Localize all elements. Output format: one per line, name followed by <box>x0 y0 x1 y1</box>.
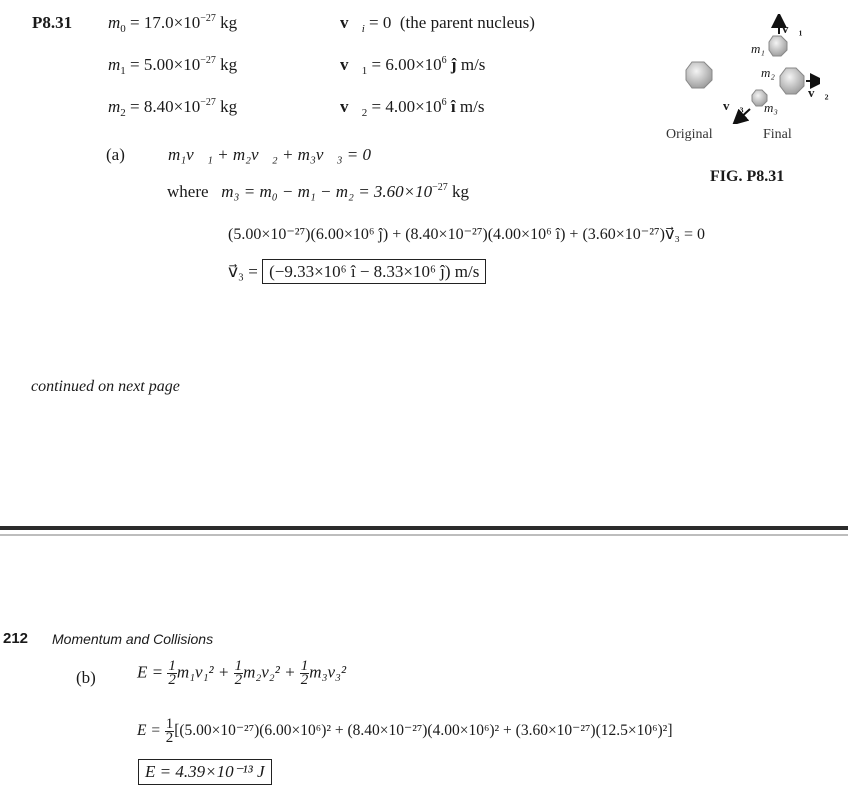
label-m3: m₃ <box>764 100 778 115</box>
label-v2: v⃗₂ <box>808 85 829 100</box>
given-m2: $m_2 = 8.40\times 10^{-27}$ kg <box>108 97 238 119</box>
v3-result-line <box>228 262 486 282</box>
chapter-title: Momentum and Collisions <box>52 631 214 647</box>
page-number: 212 <box>3 630 29 647</box>
fragment-m1 <box>769 36 787 56</box>
given-m0: $m_0 = 17.0\times 10^{-27}$ kg <box>108 13 238 35</box>
figure-caption: FIG. P8.31 <box>710 168 785 185</box>
part-a-label: (a) <box>106 145 125 164</box>
label-original: Original <box>666 127 713 142</box>
label-m1: m₁ <box>751 41 765 56</box>
given-v1: $v⃗_1 = 6.00\times 10^6$ ĵ m/s <box>340 55 486 77</box>
label-v3: v⃗₃ <box>723 98 744 113</box>
page-break-dark <box>0 526 848 530</box>
half-fraction: $\frac{1}{2}$ <box>168 658 176 688</box>
original-nucleus <box>686 62 712 88</box>
where-label: where <box>167 182 209 201</box>
energy-equation: E = $\frac{1}{2}$ m₁v₁² + $\frac{1}{2}$ m₂v₂² + $\frac{1}{2}$ m₃v₃² <box>137 658 347 688</box>
m3-equation: m₃ = m₀ − m₁ − m₂ = 3.60×10 <box>221 182 433 201</box>
label-v1: v⃗₁ <box>782 21 803 36</box>
v3-result-box: (−9.33×10⁶ î − 8.33×10⁶ ĵ) m/s <box>262 259 486 284</box>
problem-label: P8.31 <box>32 13 73 32</box>
given-v2: $v⃗_2 = 4.00\times 10^6$ î m/s <box>340 97 485 119</box>
part-b-label: (b) <box>76 668 96 687</box>
m3-line: where $m_3 = m_0 - m_1 - m_2 = 3.60\times 10^{-27}$ kg <box>167 182 470 201</box>
energy-substitution: E = $\frac{1}{2}$ [(5.00×10⁻²⁷)(6.00×10⁶)² + (8.40×10⁻²⁷)(4.00×10⁶)² + (3.60×10⁻²⁷)(12.5×10⁶)²] <box>137 716 673 746</box>
substitution-equation: (5.00×10⁻²⁷)(6.00×10⁶ ĵ) + (8.40×10⁻²⁷)(4.00×10⁶ î) + (3.60×10⁻²⁷)v⃗₃ = 0 <box>228 226 706 243</box>
momentum-equation: m₁v⃗₁ + m₂v⃗₂ + m₃v⃗₃ = 0 <box>168 145 372 164</box>
label-m2: m₂ <box>761 65 775 80</box>
continued-note: continued on next page <box>31 378 180 395</box>
label-final: Final <box>763 127 792 142</box>
given-vi: $v⃗_i = 0$ (the parent nucleus) <box>340 13 535 35</box>
energy-result-box: E = 4.39×10⁻¹³ J <box>138 759 272 785</box>
page-break-light <box>0 534 848 536</box>
fragment-m2 <box>780 68 804 94</box>
v3-lhs: v⃗₃ = <box>228 262 258 281</box>
given-m1: $m_1 = 5.00\times 10^{-27}$ kg <box>108 55 238 77</box>
